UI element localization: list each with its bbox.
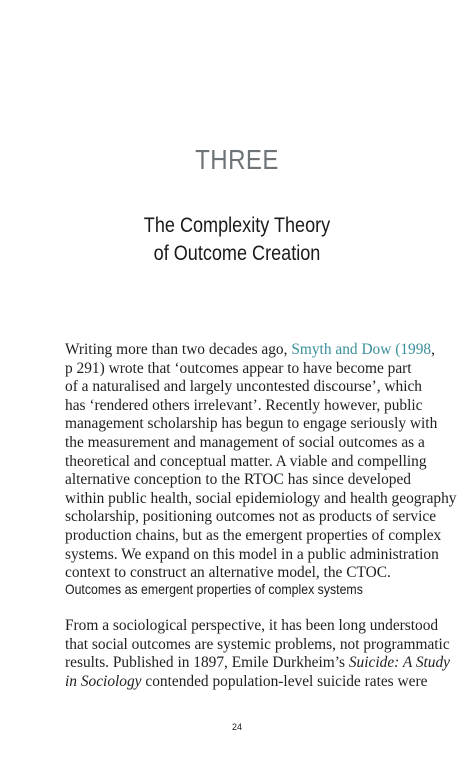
paragraph-line: theoretical and conceptual matter. A viable and compelling [65,452,427,470]
paragraph-line [65,672,428,692]
paragraph-line [65,654,451,673]
book-title: Suicide: A Study [348,654,451,672]
paragraph-line: of a naturalised and largely uncontested discourse’, which [65,378,423,396]
paragraph-line: management scholarship has begun to engage seriously with [65,415,438,433]
paragraph-line [65,341,435,360]
text-run: contended population-level suicide rates were [141,672,428,690]
text-run: results. Published in 1897, Emile Durkheim’s [65,654,349,672]
paragraph-line: production chains, but as the emergent properties of complex [65,526,442,544]
body-paragraph-1 [65,341,457,583]
paragraph-line: p 291) wrote that ‘outcomes appear to have become part [65,359,412,377]
section-heading: Outcomes as emergent properties of complex systems [65,581,363,597]
paragraph-line: systems. We expand on this model in a public administration [65,545,439,563]
paragraph-line: within public health, social epidemiology and health geography [65,489,457,507]
citation-link[interactable]: Smyth and Dow (1998 [291,341,432,358]
paragraph-line: scholarship, positioning outcomes not as products of service [65,508,437,526]
chapter-title [33,212,441,268]
paragraph-line: alternative conception to the RTOC has since developed [65,471,411,489]
paragraph-line: From a sociological perspective, it has been long understood [65,617,439,634]
text-run: Writing more than two decades ago, [65,341,292,358]
paragraph-line: context to construct an alternative model, the CTOC. [65,564,391,582]
chapter-title-line-2: of Outcome Creation [153,242,321,265]
paragraph-line: that social outcomes are systemic problems, not programmatic [65,635,450,653]
paragraph-line: the measurement and management of social outcomes as a [65,433,425,451]
chapter-number: THREE [195,144,279,175]
chapter-title-line-1: The Complexity Theory [143,214,331,237]
paragraph-line: has ‘rendered others irrelevant’. Recently however, public [65,396,423,414]
book-title: in Sociology [65,672,142,690]
body-paragraph-2 [65,617,451,691]
text-run: , [431,341,435,358]
page-number: 24 [231,722,242,732]
